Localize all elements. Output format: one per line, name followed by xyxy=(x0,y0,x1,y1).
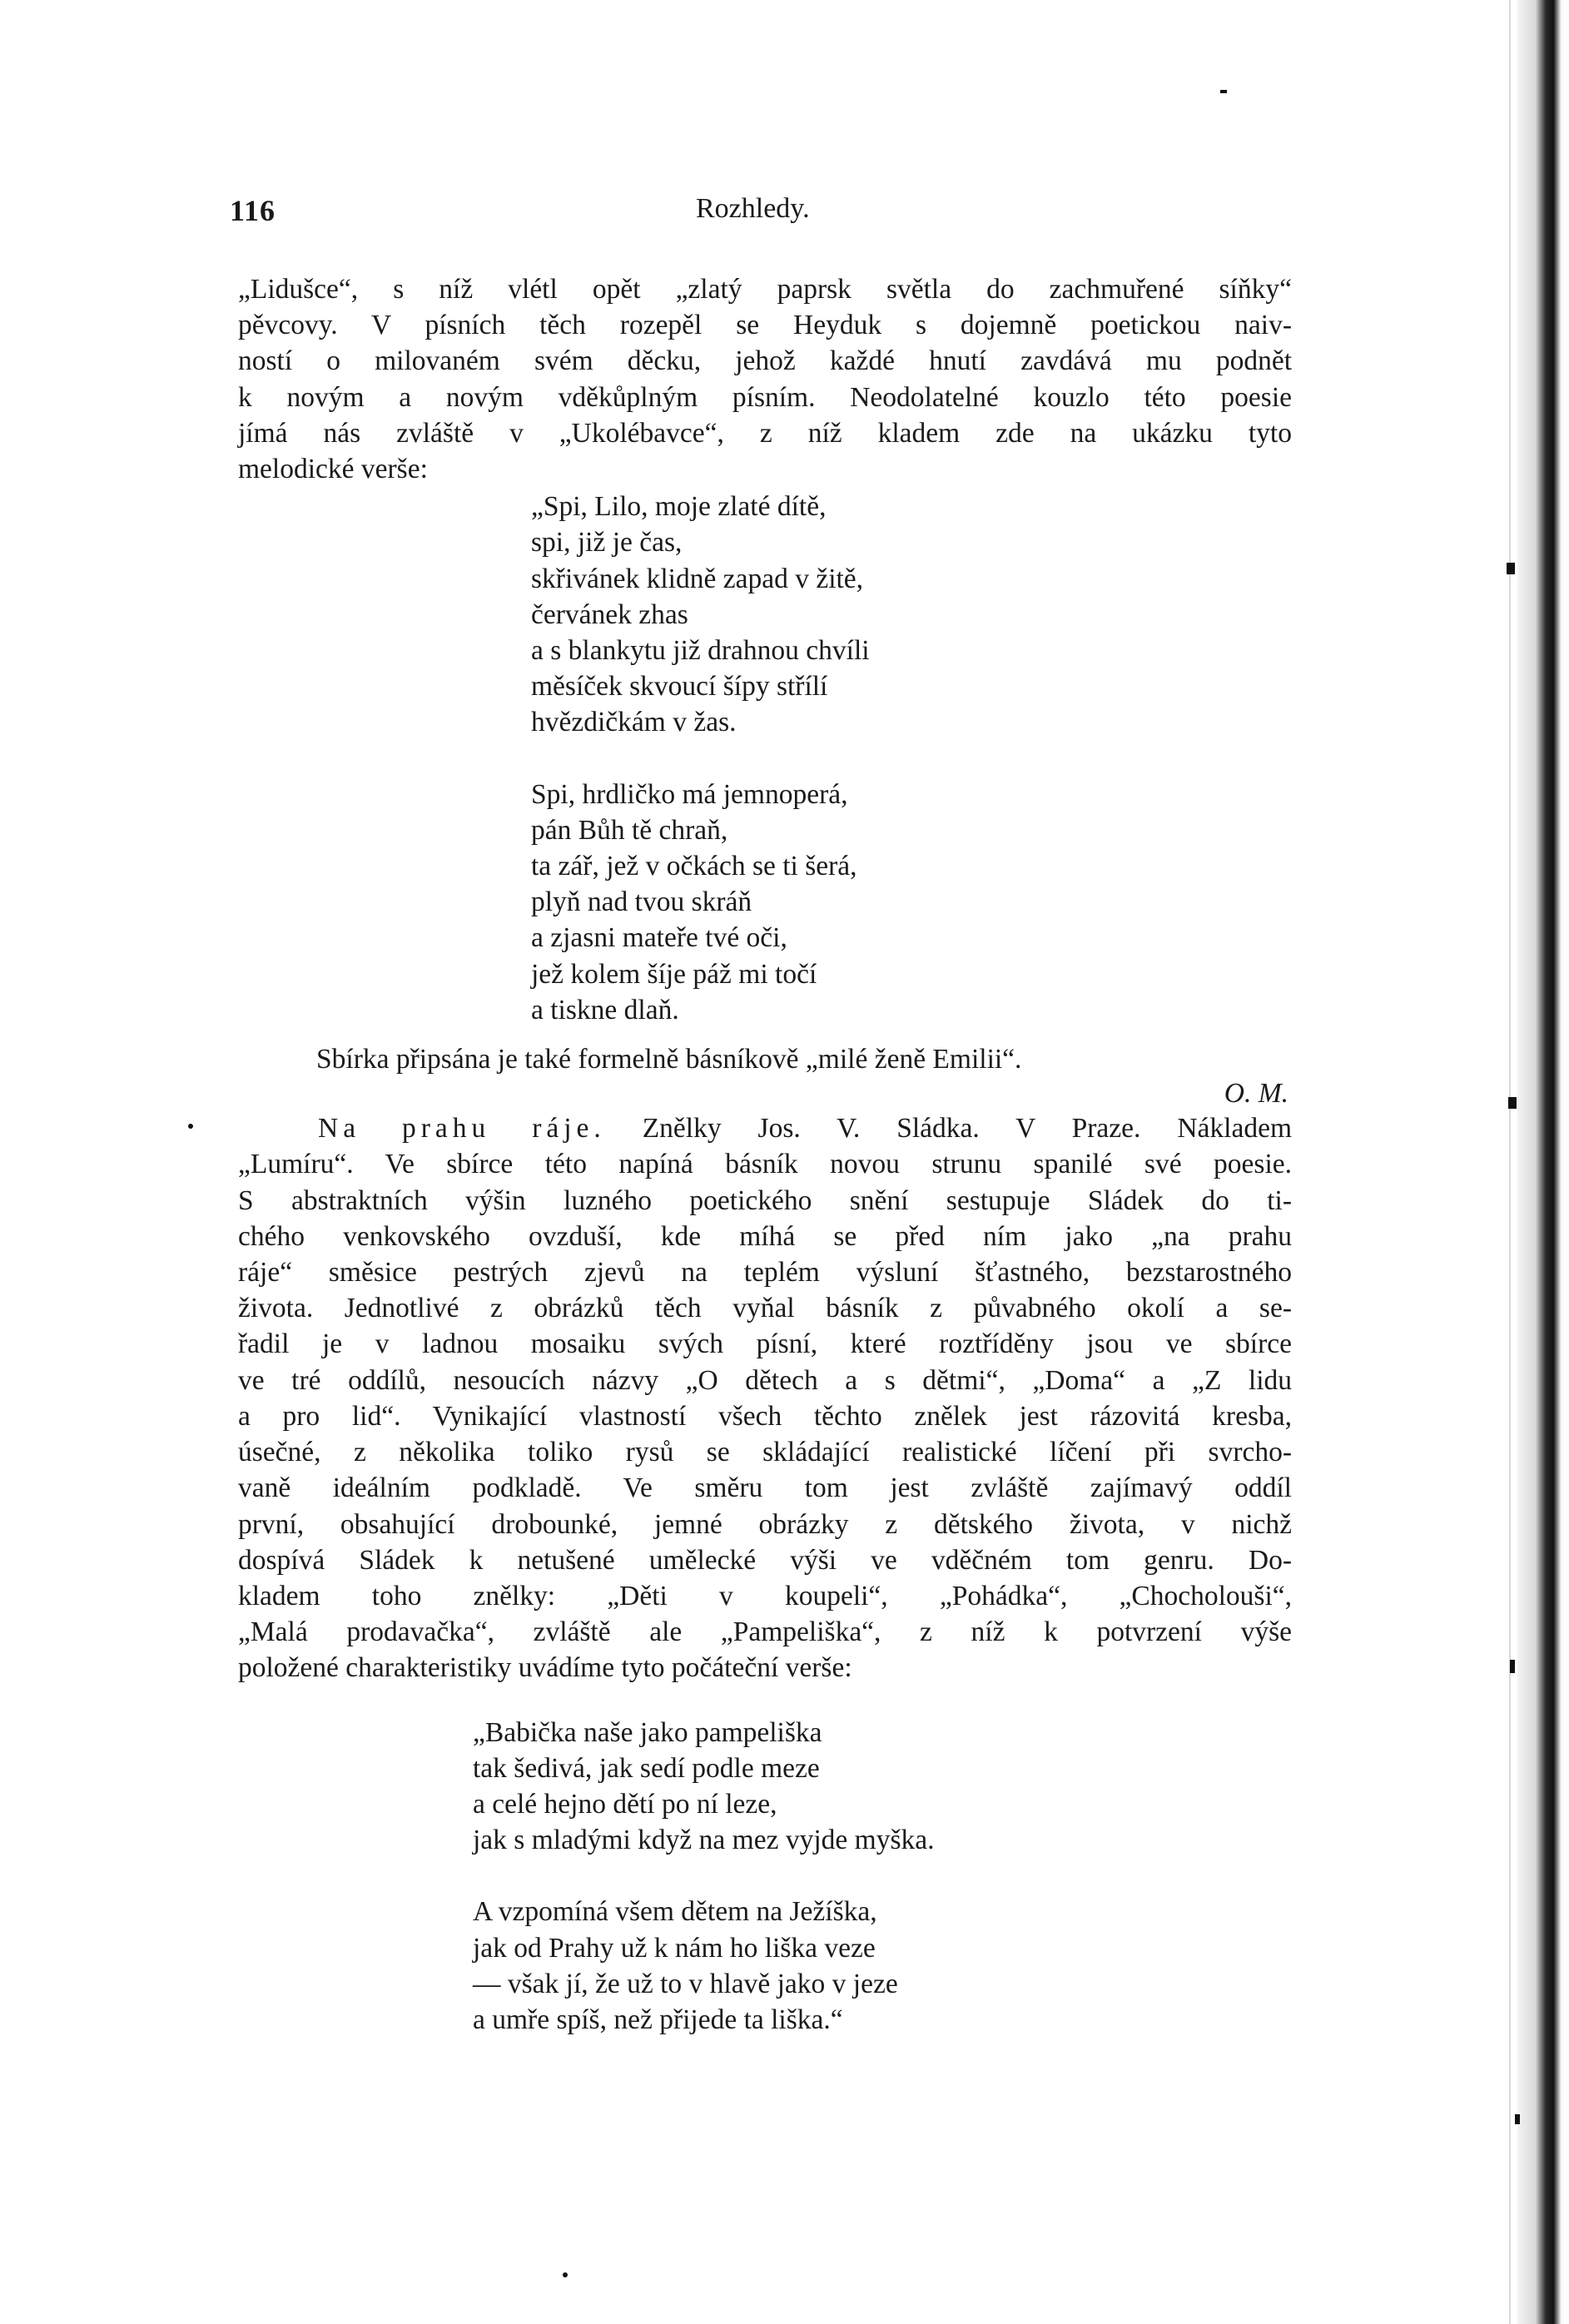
verse-line: a s blankytu již drahnou chvíli xyxy=(531,635,870,667)
poem-stanza xyxy=(473,1894,1292,2038)
text-line xyxy=(238,1110,1292,1146)
text-line: života. Jednotlivé z obrázků těch vyňal básník z půvabného okolí a se- xyxy=(238,1293,1292,1324)
book-spine-edge xyxy=(1517,0,1569,2324)
dedication-line: Sbírka připsána je také formelně básníkově „milé ženě Emilii“. xyxy=(316,1044,1022,1075)
verse-line: jak od Prahy už k nám ho liška veze xyxy=(473,1932,876,1964)
text-line: ráje“ směsice pestrých zjevů na teplém výsluní šťastného, bezstarostného xyxy=(238,1257,1292,1289)
poem-stanza xyxy=(531,777,1292,1028)
verse-line: a tiskne dlaň. xyxy=(531,994,679,1025)
running-title: Rozhledy. xyxy=(696,193,810,224)
print-speck xyxy=(1220,90,1227,93)
print-speck xyxy=(1515,2114,1520,2124)
print-speck xyxy=(563,2272,568,2277)
verse-line: hvězdičkám v žas. xyxy=(531,707,737,738)
poem-pampeliska xyxy=(473,1715,1292,2038)
verse-line: spi, již je čas, xyxy=(531,527,683,559)
poem-ukolebavka xyxy=(531,489,1292,1028)
verse-line: skřivánek klidně zapad v žitě, xyxy=(531,563,864,594)
text-line: první, obsahující drobounké, jemné obrázky z dětského života, v nichž xyxy=(238,1508,1292,1540)
poem-stanza xyxy=(531,489,1292,740)
print-speck xyxy=(1510,1660,1515,1673)
page-number: 116 xyxy=(230,194,276,227)
page-edge-line xyxy=(1509,0,1511,2324)
text-line: „Lidušce“, s níž vlétl opět „zlatý paprsk světla do zachmuřené síňky“ xyxy=(238,274,1292,305)
book-title: Na prahu ráje. xyxy=(318,1113,606,1145)
verse-line: plyň nad tvou skráň xyxy=(531,886,752,918)
review-paragraph xyxy=(238,1110,1292,1686)
text-line: jímá nás zvláště v „Ukolébavce“, z níž kladem zde na ukázku tyto xyxy=(238,417,1292,449)
verse-line: ta zář, jež v očkách se ti šerá, xyxy=(531,851,857,882)
text-line: úsečné, z několika toliko rysů se skládající realistické líčení při svrcho- xyxy=(238,1437,1292,1468)
page-header xyxy=(230,193,1290,235)
text-line: pěvcovy. V písních těch rozepěl se Heyduk s dojemně poetickou naiv- xyxy=(238,310,1292,341)
print-speck xyxy=(1508,1097,1517,1109)
text-line: ností o milovaném svém děcku, jehož každé hnutí zavdává mu podnět xyxy=(238,345,1292,377)
text-line: k novým a novým vděkůplným písním. Neodolatelné kouzlo této poesie xyxy=(238,381,1292,413)
text-line: vaně ideálním podkladě. Ve směru tom jest zvláště zajímavý oddíl xyxy=(238,1472,1292,1504)
verse-line: jež kolem šíje páž mi točí xyxy=(531,958,817,990)
text-line: položené charakteristiky uvádíme tyto počáteční verše: xyxy=(238,1652,852,1684)
verse-line: tak šedivá, jak sedí podle meze xyxy=(473,1752,820,1784)
poem-stanza xyxy=(473,1715,1292,1859)
verse-line: a celé hejno dětí po ní leze, xyxy=(473,1788,777,1820)
verse-line: „Babička naše jako pampeliška xyxy=(473,1716,822,1748)
text-line: řadil je v ladnou mosaiku svých písní, které roztříděny jsou ve sbírce xyxy=(238,1328,1292,1360)
verse-line: — však jí, že už to v hlavě jako v jeze xyxy=(473,1968,898,1999)
print-speck xyxy=(1507,563,1515,574)
text-line: „Lumíru“. Ve sbírce této napíná básník novou strunu spanilé své poesie. xyxy=(238,1149,1292,1180)
print-speck xyxy=(188,1124,193,1129)
text-line: „Malá prodavačka“, zvláště ale „Pampeliška“, z níž k potvrzení výše xyxy=(238,1616,1292,1648)
author-signature: O. M. xyxy=(1224,1078,1288,1110)
text-line: S abstraktních výšin luzného poetického snění sestupuje Sládek do ti- xyxy=(238,1184,1292,1216)
text-line: chého venkovského ovzduší, kde míhá se před ním jako „na prahu xyxy=(238,1220,1292,1252)
text-line: melodické verše: xyxy=(238,454,428,485)
text-line: dospívá Sládek k netušené umělecké výši ve vděčném tom genru. Do- xyxy=(238,1544,1292,1576)
verse-line: „Spi, Lilo, moje zlaté dítě, xyxy=(531,491,827,523)
verse-line: jak s mladými když na mez vyjde myška. xyxy=(473,1825,935,1856)
book-details: Znělky Jos. V. Sládka. V Praze. Nákladem xyxy=(642,1113,1293,1145)
verse-line: červánek zhas xyxy=(531,598,688,630)
verse-line: měsíček skvoucí šípy střílí xyxy=(531,671,828,703)
page-body xyxy=(238,271,1292,2073)
text-line: a pro lid“. Vynikající vlastností všech těchto znělek jest rázovitá kresba, xyxy=(238,1400,1292,1432)
verse-line: a zjasni mateře tvé oči, xyxy=(531,922,787,954)
verse-line: A vzpomíná všem dětem na Ježíška, xyxy=(473,1896,877,1928)
text-line: ve tré oddílů, nesoucích názvy „O dětech a s dětmi“, „Doma“ a „Z lidu xyxy=(238,1364,1292,1396)
intro-paragraph xyxy=(238,271,1292,487)
verse-line: a umře spíš, než přijede ta liška.“ xyxy=(473,2004,843,2035)
text-line: kladem toho znělky: „Děti v koupeli“, „Pohádka“, „Chocholouši“, xyxy=(238,1580,1292,1611)
verse-line: Spi, hrdličko má jemnoperá, xyxy=(531,778,848,810)
verse-line: pán Bůh tě chraň, xyxy=(531,814,728,846)
